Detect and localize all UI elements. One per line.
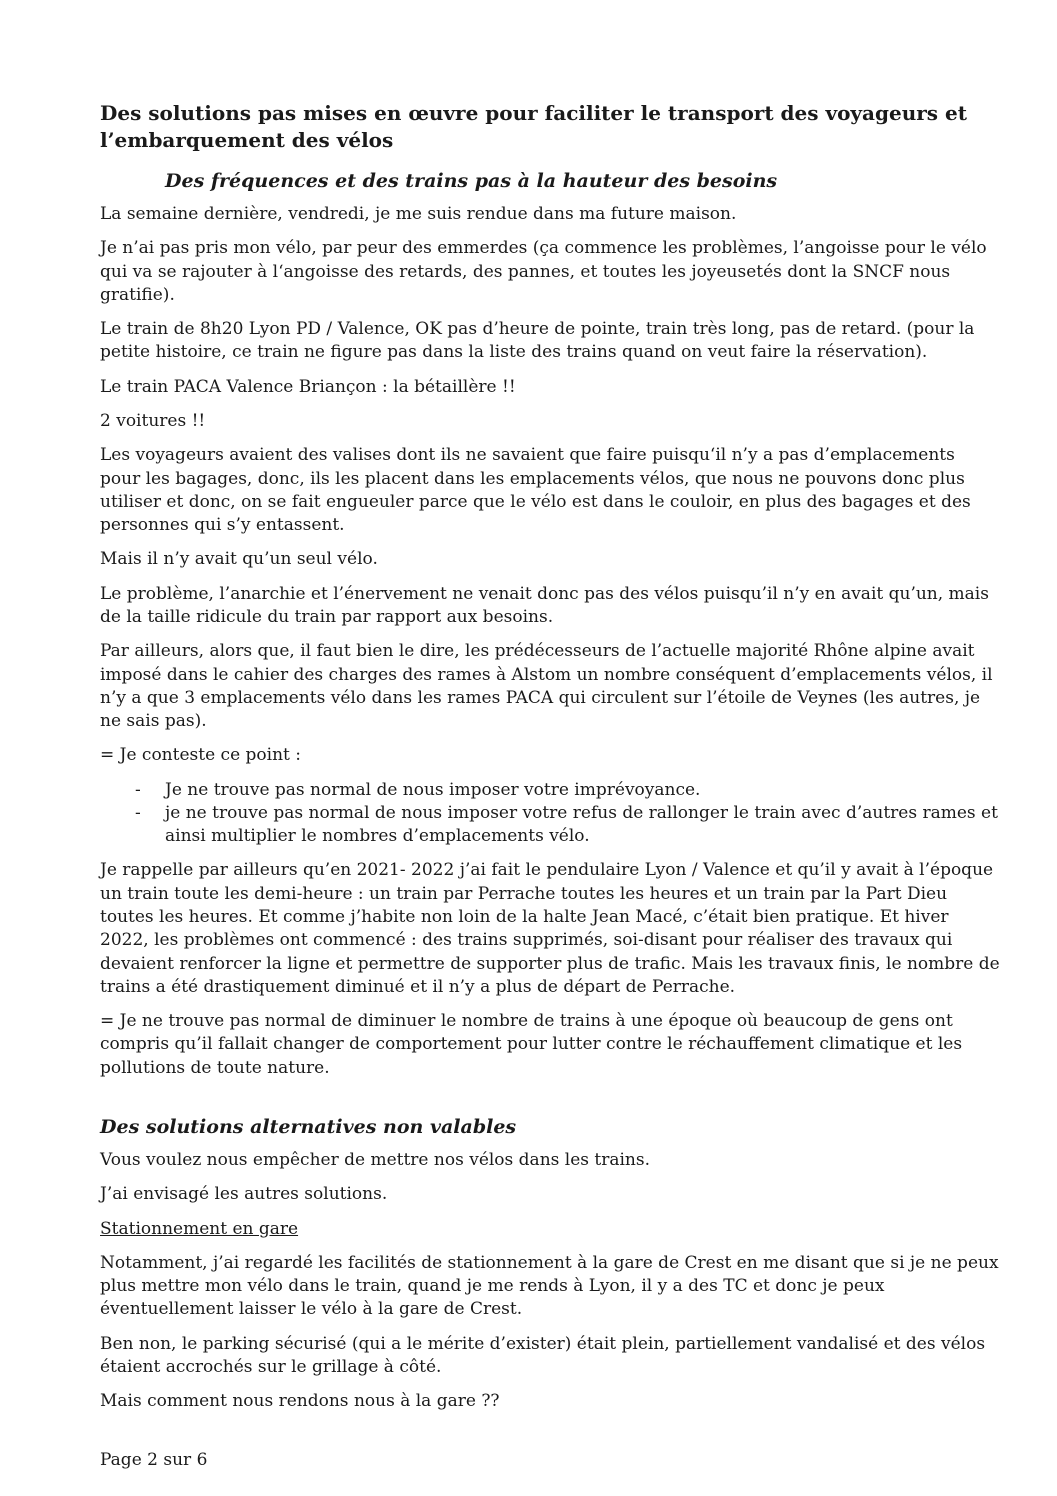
paragraph: Mais il n’y avait qu’un seul vélo. xyxy=(100,549,378,570)
list-item-text: Je ne trouve pas normal de nous imposer votre imprévoyance. xyxy=(165,779,701,800)
paragraph: Notamment, j’ai regardé les facilités de stationnement à la gare de Crest en me disant que si je ne peux plus mettre mon vélo dans le train, quand je me rends à Lyon, il y a des TC et donc je peux éventuellement laisser le vélo à la gare de Crest. xyxy=(100,1252,999,1320)
section2-title: Des solutions alternatives non valables xyxy=(100,1116,517,1138)
paragraph: Mais comment nous rendons nous à la gare ?? xyxy=(100,1391,500,1412)
paragraph: Ben non, le parking sécurisé (qui a le mérite d’exister) était plein, partiellement vandalisé et des vélos étaient accrochés sur le grillage à côté. xyxy=(100,1333,986,1377)
section1-subtitle: Des fréquences et des trains pas à la hauteur des besoins xyxy=(165,170,778,192)
list-item xyxy=(135,779,1000,802)
paragraph: Je n’ai pas pris mon vélo, par peur des emmerdes (ça commence les problèmes, l’angoisse pour le vélo qui va se rajouter à l‘angoisse des retards, des pannes, et toutes les joyeusetés dont la SNCF nous gratifie). xyxy=(100,238,987,305)
paragraph: Par ailleurs, alors que, il faut bien le dire, les prédécesseurs de l’actuelle majorité Rhône alpine avait imposé dans le cahier des charges des rames à Alstom un nombre conséquent d’emplacements vélos, il n’y a que 3 emplacements vélo dans les rames PACA qui circulent sur l’étoile de Veynes (les autres, je ne sais pas). xyxy=(100,641,993,732)
paragraph: Le train de 8h20 Lyon PD / Valence, OK pas d’heure de pointe, train très long, pas de retard. (pour la petite histoire, ce train ne figure pas dans la liste des trains quand on veut faire la réservation). xyxy=(100,319,975,363)
paragraph: 2 voitures !! xyxy=(100,410,206,431)
page-number-footer: Page 2 sur 6 xyxy=(100,1449,208,1470)
subheading-underlined: Stationnement en gare xyxy=(100,1218,299,1239)
paragraph: Vous voulez nous empêcher de mettre nos vélos dans les trains. xyxy=(100,1150,651,1170)
paragraph: Je rappelle par ailleurs qu’en 2021- 2022 j’ai fait le pendulaire Lyon / Valence et qu’il y avait à l’époque un train toute les demi-heure : un train par Perrache toutes les heures et un train par la Part Dieu toutes les heures. Et comme j’habite non loin de la halte Jean Macé, c’était bien pratique. Et hiver 2022, les problèmes ont commencé : des trains supprimés, soi-disant pour réaliser des travaux qui devaient renforcer la ligne et permettre de supporter plus de trafic. Mais les travaux finis, le nombre de trains a été drastiquement diminué et il n’y a plus de départ de Perrache. xyxy=(100,860,1000,997)
paragraph: J’ai envisagé les autres solutions. xyxy=(100,1184,388,1205)
document-title: Des solutions pas mises en œuvre pour faciliter le transport des voyageurs et l’embarquement des vélos xyxy=(100,101,967,152)
paragraph: La semaine dernière, vendredi, je me suis rendue dans ma future maison. xyxy=(100,204,737,224)
paragraph: = Je ne trouve pas normal de diminuer le nombre de trains à une époque où beaucoup de gens ont compris qu’il fallait changer de comportement pour lutter contre le réchauffement climatique et les pollutions de toute nature. xyxy=(100,1011,963,1078)
paragraph: Les voyageurs avaient des valises dont ils ne savaient que faire puisqu‘il n’y a pas d’emplacements pour les bagages, donc, ils les placent dans les emplacements vélos, que nous ne pouvons donc plus utiliser et donc, on se fait engueuler parce que le vélo est dans le couloir, en plus des bagages et des personnes qui s’y entassent. xyxy=(100,445,971,536)
list-item xyxy=(135,802,1000,849)
bullet-dash-icon: - xyxy=(135,802,141,823)
paragraph: Le train PACA Valence Briançon : la bétaillère !! xyxy=(100,376,516,397)
list-item-text: je ne trouve pas normal de nous imposer votre refus de rallonger le train avec d’autres rames et ainsi multiplier le nombres d’emplacements vélo. xyxy=(165,802,998,847)
bullet-dash-icon: - xyxy=(135,779,141,800)
bullet-list xyxy=(135,779,1000,849)
paragraph: Le problème, l’anarchie et l’énervement ne venait donc pas des vélos puisqu’il n’y en avait qu’un, mais de la taille ridicule du train par rapport aux besoins. xyxy=(100,583,989,627)
paragraph: = Je conteste ce point : xyxy=(100,745,301,766)
